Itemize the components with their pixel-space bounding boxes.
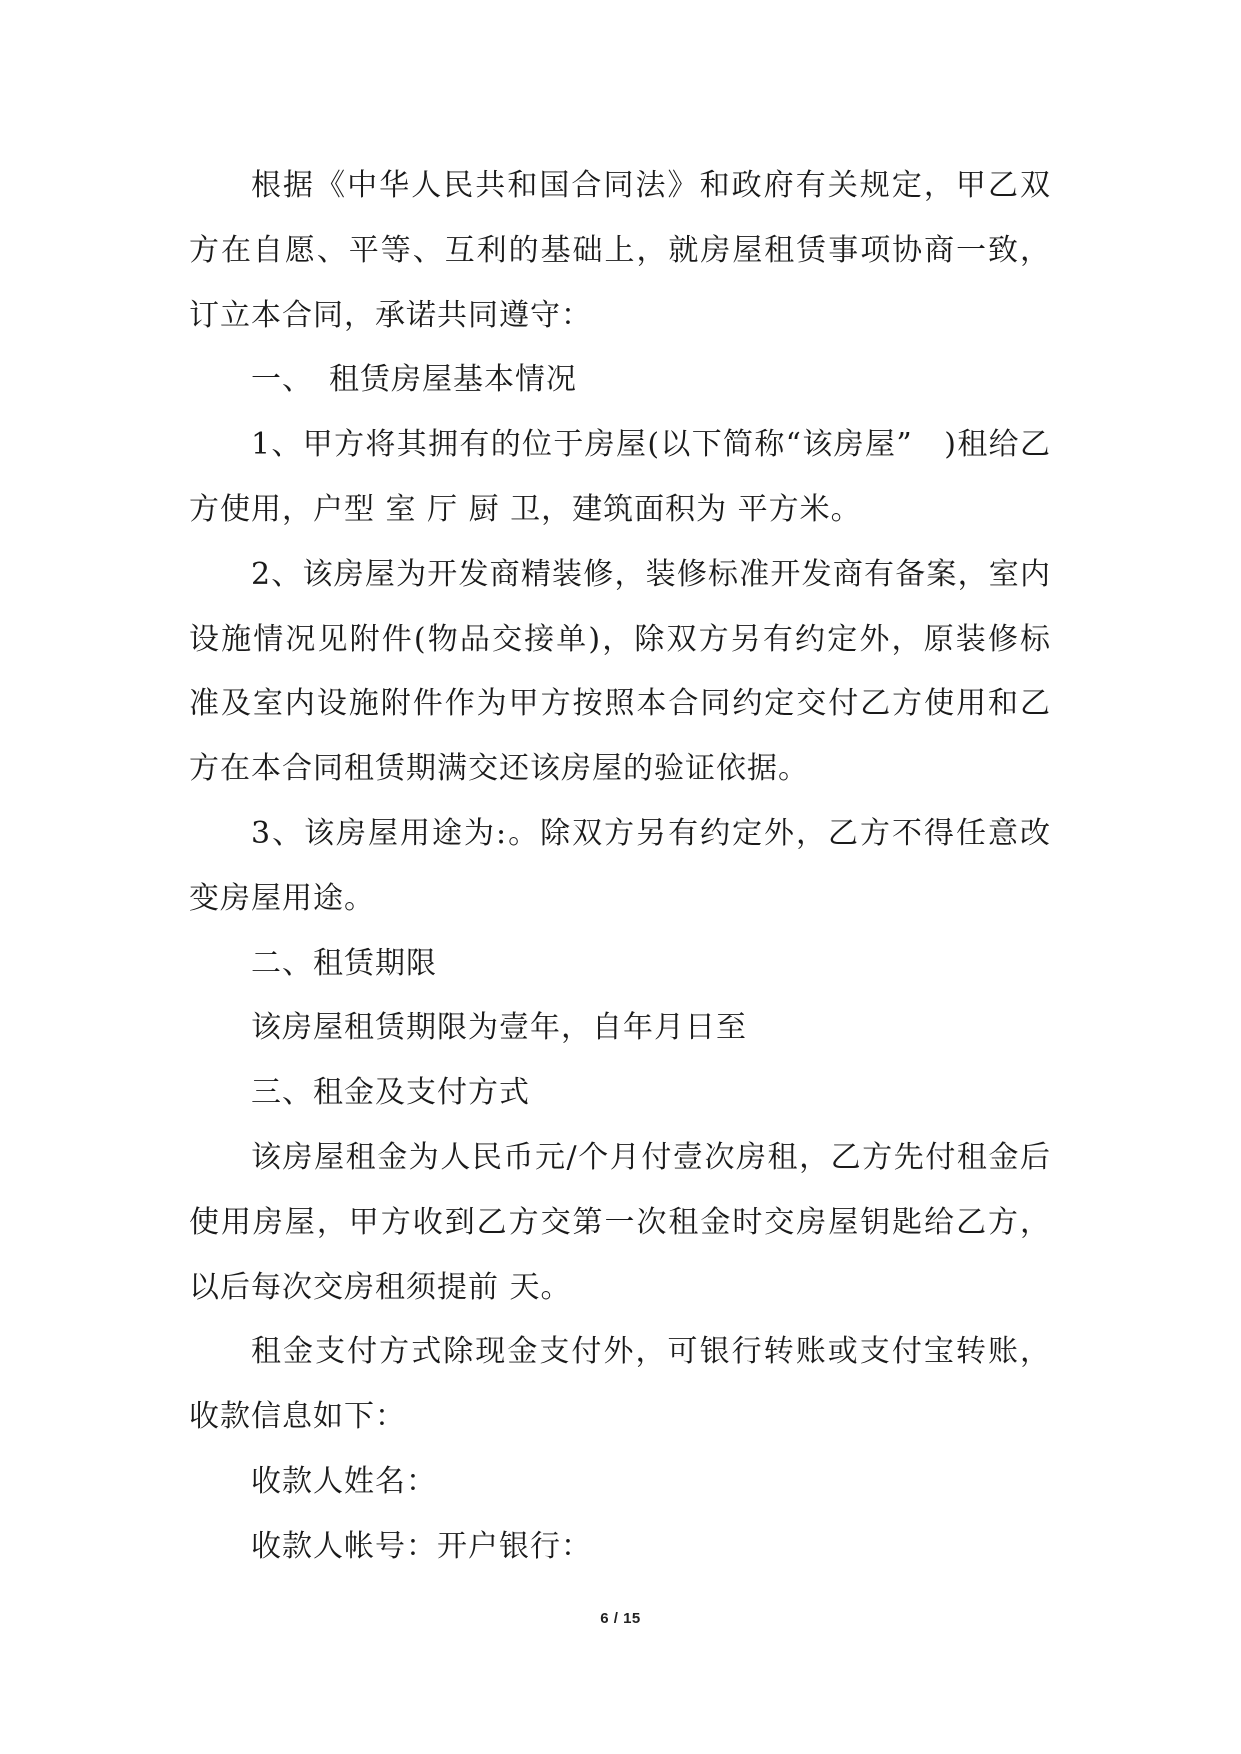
section-heading-2: 二、租赁期限 bbox=[251, 945, 437, 981]
payee-account-line: 收款人帐号：开户银行： bbox=[251, 1528, 592, 1564]
lease-term-paragraph: 该房屋租赁期限为壹年，自年月日至 bbox=[251, 1010, 747, 1046]
paragraph-preamble: 根据《中华人民共和国合同法》和政府有关规定，甲乙双方在自愿、平等、互利的基础上，就房屋租赁事项协商一致，订立本合同，承诺共同遵守： bbox=[189, 168, 1051, 333]
section-heading-1: 一、 租赁房屋基本情况 bbox=[251, 362, 577, 398]
rent-amount-paragraph: 该房屋租金为人民币元/个月付壹次房租，乙方先付租金后使用房屋，甲方收到乙方交第一次租金时交房屋钥匙给乙方，以后每次交房租须提前 天。 bbox=[189, 1139, 1051, 1305]
section-heading-3: 三、租金及支付方式 bbox=[251, 1075, 530, 1111]
document-body bbox=[189, 154, 1051, 1580]
clause-1-1: 1、甲方将其拥有的位于房屋(以下简称“该房屋” )租给乙方使用，户型 室 厅 厨 卫，建筑面积为 平方米。 bbox=[189, 427, 1051, 527]
page-number: 6 / 15 bbox=[600, 1610, 641, 1627]
payee-name-line: 收款人姓名： bbox=[251, 1463, 437, 1499]
clause-1-3: 3、该房屋用途为:。除双方另有约定外，乙方不得任意改变房屋用途。 bbox=[189, 815, 1051, 916]
payment-method-paragraph: 租金支付方式除现金支付外，可银行转账或支付宝转账，收款信息如下： bbox=[189, 1334, 1051, 1435]
clause-1-2: 2、该房屋为开发商精装修，装修标准开发商有备案，室内设施情况见附件(物品交接单)，除双方另有约定外，原装修标准及室内设施附件作为甲方按照本合同约定交付乙方使用和乙方在本合同租赁期满交还该房屋的验证依据。 bbox=[189, 556, 1051, 787]
